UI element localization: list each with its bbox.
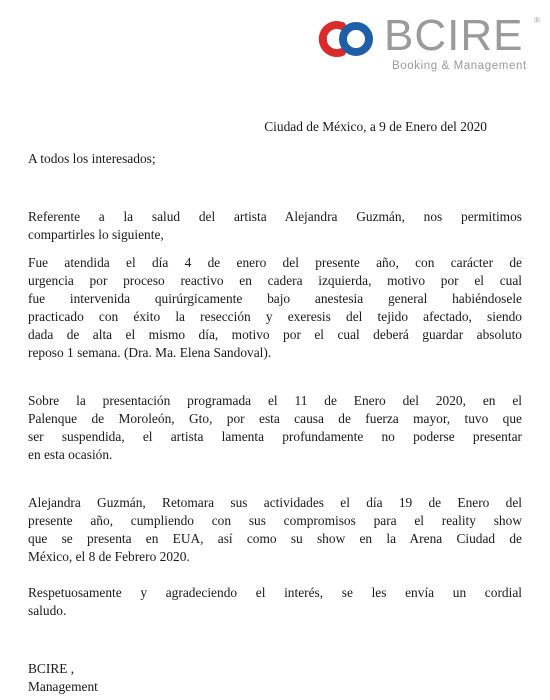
signature-title: Management	[28, 679, 98, 694]
paragraph-line: practicado con éxito la resección y exeresis del tejido afectado, siendo	[28, 309, 522, 324]
paragraph-3	[28, 392, 522, 464]
paragraph-line: Palenque de Moroleón, Gto, por esta causa de fuerza mayor, tuvo que	[28, 411, 522, 426]
paragraph-line: Sobre la presentación programada el 11 de Enero del 2020, en el	[28, 393, 522, 408]
paragraph-line: Alejandra Guzmán, Retomara sus actividades el día 19 de Enero del	[28, 495, 522, 510]
paragraph-line: ser suspendida, el artista lamenta profundamente no poderse presentar	[28, 429, 522, 444]
paragraph-line: Fue atendida el día 4 de enero del presente año, con carácter de	[28, 255, 522, 270]
paragraph-line: México, el 8 de Febrero 2020.	[28, 549, 190, 564]
paragraph-line: dada de alta el mismo día, motivo por el cual deberá guardar absoluto	[28, 327, 522, 342]
paragraph-line: fue intervenida quirúrgicamente bajo anestesia general habiéndosele	[28, 291, 522, 306]
paragraph-2	[28, 254, 522, 362]
logo-tagline: Booking & Management	[392, 60, 527, 72]
paragraph-line: Respetuosamente y agradeciendo el interés, se les envía un cordial	[28, 585, 522, 600]
bcire-logo	[312, 12, 540, 74]
paragraph-line: saludo.	[28, 603, 67, 618]
paragraph-line: presente año, cumpliendo con sus compromisos para el reality show	[28, 513, 522, 528]
paragraph-line: compartirles lo siguiente,	[28, 227, 164, 242]
paragraph-line: Referente a la salud del artista Alejandra Guzmán, nos permitimos	[28, 209, 522, 224]
logo-wordmark: BCIRE	[384, 11, 524, 60]
paragraph-line: en esta ocasión.	[28, 447, 113, 462]
registered-mark: ®	[534, 16, 540, 25]
bcire-logo-mark-icon	[312, 18, 382, 60]
paragraph-4	[28, 494, 522, 566]
greeting	[28, 150, 522, 168]
signature-block	[28, 660, 522, 696]
paragraph-line: que se presenta en EUA, así como su show en la Arena Ciudad de	[28, 531, 522, 546]
signature-name: BCIRE ,	[28, 661, 75, 676]
date-line: Ciudad de México, a 9 de Enero del 2020	[264, 119, 487, 134]
greeting-line: A todos los interesados;	[28, 151, 156, 166]
paragraph-line: reposo 1 semana. (Dra. Ma. Elena Sandoval).	[28, 345, 272, 360]
paragraph-5	[28, 584, 522, 620]
paragraph-1	[28, 208, 522, 244]
paragraph-line: urgencia por proceso reactivo en cadera izquierda, motivo por el cual	[28, 273, 522, 288]
